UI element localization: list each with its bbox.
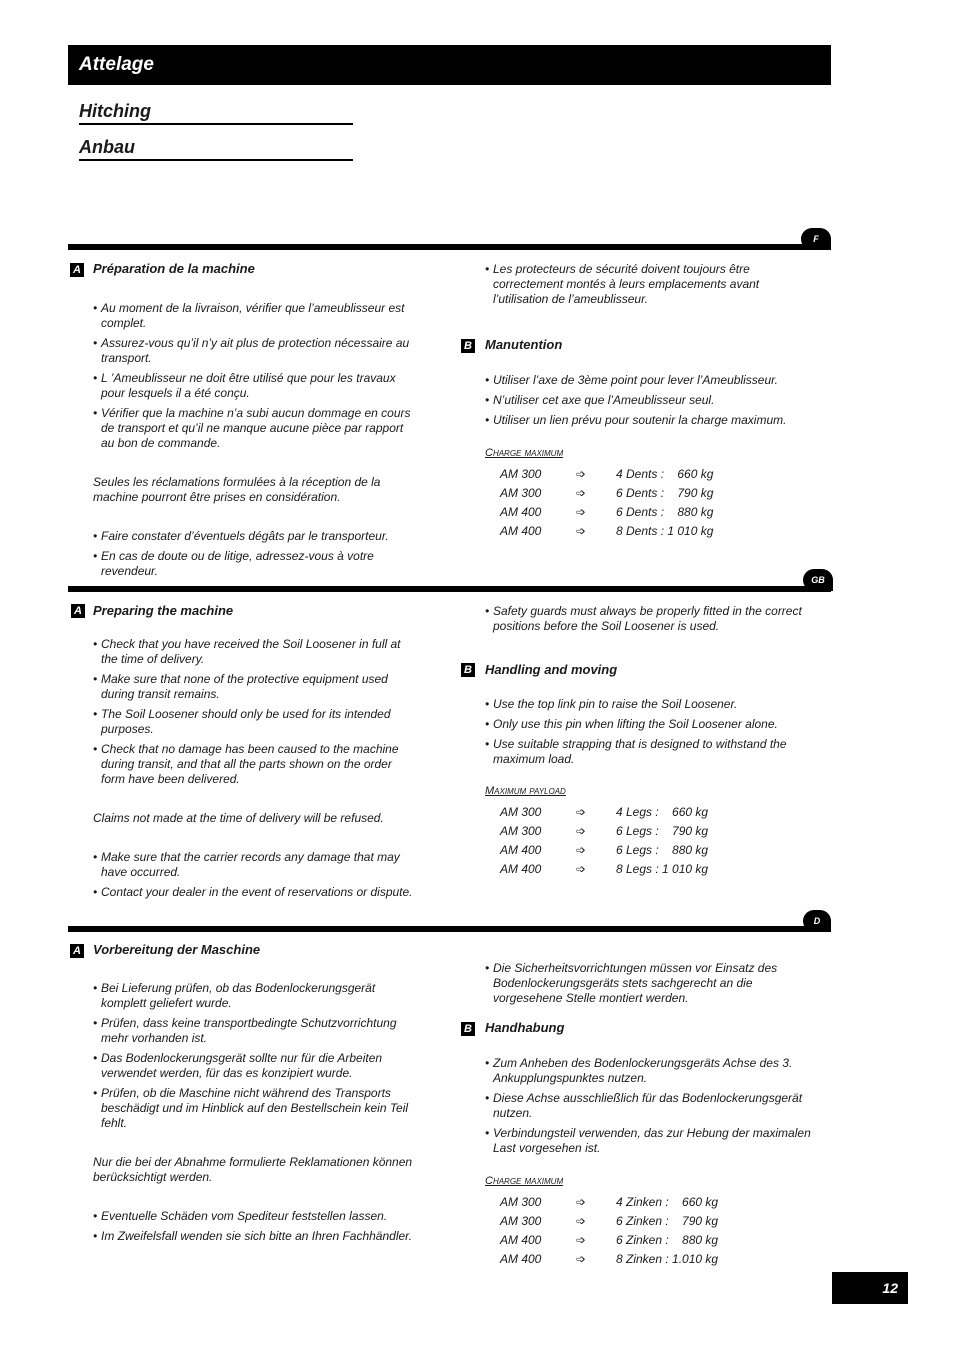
list-item: • Zum Anheben des Bodenlockerungsgeräts Achse des 3. Ankupplungspunktes nutzen. bbox=[485, 1056, 815, 1086]
gb-top-list bbox=[485, 604, 815, 634]
list-item: • Bei Lieferung prüfen, ob das Bodenlockerungsgerät komplett geliefert wurde. bbox=[93, 981, 418, 1011]
charge-table bbox=[485, 805, 815, 877]
list-item: • Check that no damage has been caused to the machine during transit, and that all the parts shown on the order form have been delivered. bbox=[93, 742, 418, 787]
list-item: • L ’Ameublisseur ne doit être utilisé que pour les travaux pour lesquels il a été conçu. bbox=[93, 371, 418, 401]
list-item: • Safety guards must always be properly fitted in the correct positions before the Soil Loosener is used. bbox=[485, 604, 815, 634]
lang-tab-de: D bbox=[803, 910, 831, 932]
fr-a-list bbox=[93, 301, 418, 451]
model-cell: AM 400 bbox=[500, 843, 542, 857]
gb-b-list bbox=[485, 697, 815, 767]
de-a-list bbox=[93, 981, 418, 1131]
arrow-icon: ➩ bbox=[576, 486, 587, 500]
model-cell: AM 300 bbox=[500, 1214, 542, 1228]
section-letter-a: A bbox=[71, 604, 85, 618]
model-cell: AM 400 bbox=[500, 1233, 542, 1247]
page-number: 12 bbox=[832, 1272, 908, 1304]
section-letter-b: B bbox=[461, 339, 475, 353]
de-top-list bbox=[485, 961, 815, 1006]
gb-a-list bbox=[93, 637, 418, 787]
charge-heading: Charge maximum bbox=[485, 447, 564, 459]
model-cell: AM 400 bbox=[500, 862, 542, 876]
model-cell: AM 400 bbox=[500, 1252, 542, 1266]
arrow-icon: ➩ bbox=[576, 467, 587, 481]
list-item: • N’utiliser cet axe que l’Ameublisseur seul. bbox=[485, 393, 815, 408]
section-rule-gb bbox=[68, 586, 831, 592]
spec-cell: 4 Legs : 660 kg bbox=[616, 805, 709, 819]
arrow-icon: ➩ bbox=[576, 1252, 587, 1266]
section-heading: Préparation de la machine bbox=[93, 261, 255, 276]
spec-cell: 4 Dents : 660 kg bbox=[616, 467, 714, 481]
list-item: • Prüfen, dass keine transportbedingte Schutzvorrichtung mehr vorhanden ist. bbox=[93, 1016, 418, 1046]
section-rule-fr bbox=[68, 244, 831, 250]
fr-b-list bbox=[485, 373, 815, 428]
list-item: • Utiliser un lien prévu pour soutenir la charge maximum. bbox=[485, 413, 815, 428]
charge-heading: Charge maximum bbox=[485, 1175, 564, 1187]
model-cell: AM 300 bbox=[500, 824, 542, 838]
section-heading: Handhabung bbox=[485, 1020, 565, 1035]
section-heading: Handling and moving bbox=[485, 662, 618, 677]
spec-cell: 8 Legs : 1 010 kg bbox=[616, 862, 709, 876]
de-a-list-2 bbox=[93, 1209, 418, 1244]
fr-top-list bbox=[485, 262, 815, 307]
de-b-list bbox=[485, 1056, 815, 1156]
spec-cell: 6 Legs : 790 kg bbox=[616, 824, 709, 838]
list-item: • The Soil Loosener should only be used for its intended purposes. bbox=[93, 707, 418, 737]
model-cell: AM 300 bbox=[500, 486, 542, 500]
spec-cell: 6 Dents : 790 kg bbox=[616, 486, 714, 500]
arrow-icon: ➩ bbox=[576, 805, 587, 819]
section-letter-b: B bbox=[461, 663, 475, 677]
charge-table bbox=[485, 1195, 815, 1267]
arrow-icon: ➩ bbox=[576, 505, 587, 519]
charge-heading: Maximum payload bbox=[485, 785, 566, 797]
lang-tab-fr: F bbox=[801, 228, 831, 250]
spec-cell: 8 Zinken : 1.010 kg bbox=[616, 1252, 719, 1266]
spec-cell: 6 Dents : 880 kg bbox=[616, 505, 714, 519]
list-item: • Make sure that none of the protective equipment used during transit remains. bbox=[93, 672, 418, 702]
spec-cell: 6 Zinken : 880 kg bbox=[616, 1233, 719, 1247]
page-title: Attelage bbox=[79, 54, 154, 75]
section-heading: Preparing the machine bbox=[93, 603, 234, 618]
note-text: Claims not made at the time of delivery will be refused. bbox=[93, 811, 384, 825]
list-item: • Check that you have received the Soil Loosener in full at the time of delivery. bbox=[93, 637, 418, 667]
fr-b-column bbox=[485, 337, 815, 539]
charge-table bbox=[485, 467, 815, 539]
list-item: • Die Sicherheitsvorrichtungen müssen vor Einsatz des Bodenlockerungsgeräts stets sachgerecht an die vorgesehene Stelle montiert werden. bbox=[485, 961, 815, 1006]
model-cell: AM 300 bbox=[500, 1195, 542, 1209]
arrow-icon: ➩ bbox=[576, 1214, 587, 1228]
subtitle-english: Hitching bbox=[79, 101, 353, 125]
list-item: • Assurez-vous qu’il n’y ait plus de protection nécessaire au transport. bbox=[93, 336, 418, 366]
section-letter-a: A bbox=[70, 944, 84, 958]
model-cell: AM 400 bbox=[500, 524, 542, 538]
list-item: • En cas de doute ou de litige, adressez-vous à votre revendeur. bbox=[93, 549, 418, 579]
model-cell: AM 300 bbox=[500, 805, 542, 819]
note-text: Seules les réclamations formulées à la réception de la machine pourront être prises en considération. bbox=[93, 475, 381, 504]
list-item: • Use suitable strapping that is designed to withstand the maximum load. bbox=[485, 737, 815, 767]
model-cell: AM 300 bbox=[500, 467, 542, 481]
spec-cell: 4 Zinken : 660 kg bbox=[616, 1195, 719, 1209]
list-item: • Only use this pin when lifting the Soil Loosener alone. bbox=[485, 717, 815, 732]
list-item: • Verbindungsteil verwenden, das zur Hebung der maximalen Last vorgesehen ist. bbox=[485, 1126, 815, 1156]
list-item: • Prüfen, ob die Maschine nicht während des Transports beschädigt und im Hinblick auf den Bestellschein kein Teil fehlt. bbox=[93, 1086, 418, 1131]
list-item: • Das Bodenlockerungsgerät sollte nur für die Arbeiten verwendet werden, für das es konzipiert wurde. bbox=[93, 1051, 418, 1081]
gb-right-column bbox=[485, 604, 815, 639]
gb-left-column bbox=[93, 603, 418, 905]
arrow-icon: ➩ bbox=[576, 524, 587, 538]
list-item: • Eventuelle Schäden vom Spediteur feststellen lassen. bbox=[93, 1209, 418, 1224]
arrow-icon: ➩ bbox=[576, 1233, 587, 1247]
arrow-icon: ➩ bbox=[576, 824, 587, 838]
arrow-icon: ➩ bbox=[576, 1195, 587, 1209]
section-letter-a: A bbox=[70, 263, 84, 277]
list-item: • Les protecteurs de sécurité doivent toujours être correctement montés à leurs emplacements avant l’utilisation de l’ameublisseur. bbox=[485, 262, 815, 307]
gb-b-column bbox=[485, 662, 815, 877]
list-item: • Use the top link pin to raise the Soil Loosener. bbox=[485, 697, 815, 712]
section-rule-de bbox=[68, 926, 831, 932]
list-item: • Au moment de la livraison, vérifier que l’ameublisseur est complet. bbox=[93, 301, 418, 331]
list-item: • Contact your dealer in the event of reservations or dispute. bbox=[93, 885, 418, 900]
section-letter-b: B bbox=[461, 1022, 475, 1036]
gb-a-list-2 bbox=[93, 850, 418, 900]
list-item: • Im Zweifelsfall wenden sie sich bitte an Ihren Fachhändler. bbox=[93, 1229, 418, 1244]
de-left-column bbox=[93, 942, 418, 1249]
section-heading: Manutention bbox=[485, 337, 563, 352]
note-text: Nur die bei der Abnahme formulierte Reklamationen können berücksichtigt werden. bbox=[93, 1155, 413, 1184]
model-cell: AM 400 bbox=[500, 505, 542, 519]
lang-tab-gb: GB bbox=[803, 569, 833, 591]
spec-cell: 6 Zinken : 790 kg bbox=[616, 1214, 719, 1228]
fr-left-column bbox=[93, 261, 418, 584]
list-item: • Utiliser l’axe de 3ème point pour lever l’Ameublisseur. bbox=[485, 373, 815, 388]
page-title-bar bbox=[68, 45, 831, 85]
spec-cell: 6 Legs : 880 kg bbox=[616, 843, 709, 857]
subtitle-german: Anbau bbox=[79, 137, 353, 161]
fr-right-column bbox=[485, 262, 815, 312]
arrow-icon: ➩ bbox=[576, 843, 587, 857]
de-right-column bbox=[485, 961, 815, 1011]
list-item: • Vérifier que la machine n’a subi aucun dommage en cours de transport et qu’il ne manque aucune pièce par rapport au bon de commande. bbox=[93, 406, 418, 451]
de-b-column bbox=[485, 1020, 815, 1267]
arrow-icon: ➩ bbox=[576, 862, 587, 876]
list-item: • Faire constater d’éventuels dégâts par le transporteur. bbox=[93, 529, 418, 544]
section-heading: Vorbereitung der Maschine bbox=[93, 942, 261, 957]
list-item: • Make sure that the carrier records any damage that may have occurred. bbox=[93, 850, 418, 880]
list-item: • Diese Achse ausschließlich für das Bodenlockerungsgerät nutzen. bbox=[485, 1091, 815, 1121]
spec-cell: 8 Dents : 1 010 kg bbox=[616, 524, 714, 538]
fr-a-list-2 bbox=[93, 529, 418, 579]
